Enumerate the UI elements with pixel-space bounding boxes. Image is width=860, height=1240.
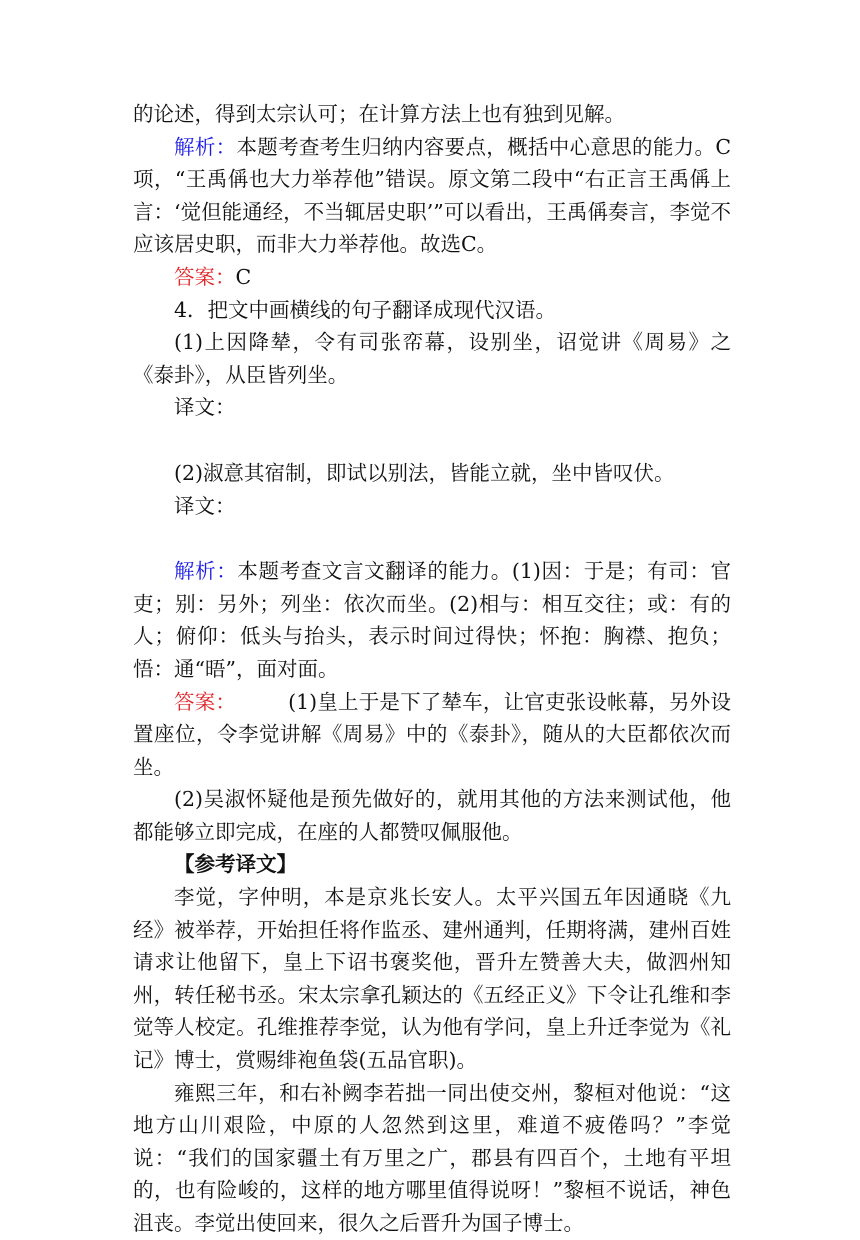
continuation-line: 的论述，得到太宗认可；在计算方法上也有独到见解。	[133, 102, 625, 126]
answer-label: 答案：	[174, 264, 236, 289]
answer-blank-1	[133, 424, 731, 457]
sentence-1: (1)上因降辇，令有司张帟幕，设别坐，诏觉讲《周易》之《泰卦》，从臣皆列坐。	[133, 330, 731, 387]
analysis-label: 解析：	[174, 559, 238, 584]
answer-text: C	[235, 264, 252, 289]
translation-paragraph-1: 李觉，字仲明，本是京兆长安人。太平兴国五年因通晓《九经》被举荐，开始担任将作监丞、建州通判，任期将满，建州百姓请求让他留下，皇上下诏书褒奖他，晋升左赞善大夫，做泗州知州，转任秘书丞。宋太宗拿孔颖达的《五经正义》下令让孔维和李觉等人校定。孔维推荐李觉，认为他有学问，皇上升迁李觉为《礼记》博士，赏赐绯袍鱼袋(五品官职)。	[133, 885, 731, 1073]
analysis-paragraph-q3	[133, 131, 731, 261]
translation-label-1: 译文：	[174, 395, 236, 420]
analysis-text: 本题考查文言文翻译的能力。(1)因：于是；有司：官吏；别：另外；列坐：依次而坐。(2)相与：相互交往；或：有的人；俯仰：低头与抬头，表示时间过得快；怀抱：胸襟、抱负；悟：通“晤”，面对面。	[133, 559, 731, 681]
translation-label-2: 译文：	[174, 493, 236, 518]
translation-paragraph-2: 雍熙三年，和右补阙李若拙一同出使交州，黎桓对他说：“这地方山川艰险，中原的人忽然到这里，难道不疲倦吗？”李觉说：“我们的国家疆土有万里之广，郡县有四百个，土地有平坦的，也有险峻的，这样的地方哪里值得说呀！”黎桓不说话，神色沮丧。李觉出使回来，很久之后晋升为国子博士。	[133, 1080, 731, 1235]
reference-translation-heading: 【参考译文】	[174, 852, 297, 877]
answer-text: (1)皇上于是下了辇车，让官吏张设帐幕，另外设置座位，令李觉讲解《周易》中的《泰卦》，随从的大臣都依次而坐。	[133, 689, 732, 779]
analysis-text: 本题考查考生归纳内容要点，概括中心意思的能力。C项，“王禹偁也大力举荐他”错误。原文第二段中“右正言王禹偁上言：‘觉但能通经，不当辄居史职’”可以看出，王禹偁奏言，李觉不应该居史职，而非大力举荐他。故选C。	[133, 134, 732, 257]
answer-paragraph-q3	[133, 261, 731, 294]
analysis-paragraph-q4	[133, 555, 731, 685]
answer-label: 答案：	[174, 689, 237, 714]
document-page	[133, 98, 731, 1240]
question-4: 4．把文中画横线的句子翻译成现代汉语。	[174, 297, 557, 322]
answer-paragraph-q4	[133, 686, 731, 784]
answer-blank-2	[133, 522, 731, 555]
analysis-label: 解析：	[174, 134, 237, 159]
answer-part-2: (2)吴淑怀疑他是预先做好的，就用其他的方法来测试他，他都能够立即完成，在座的人都赞叹佩服他。	[133, 787, 731, 844]
sentence-2: (2)淑意其宿制，即试以别法，皆能立就，坐中皆叹伏。	[174, 460, 675, 485]
